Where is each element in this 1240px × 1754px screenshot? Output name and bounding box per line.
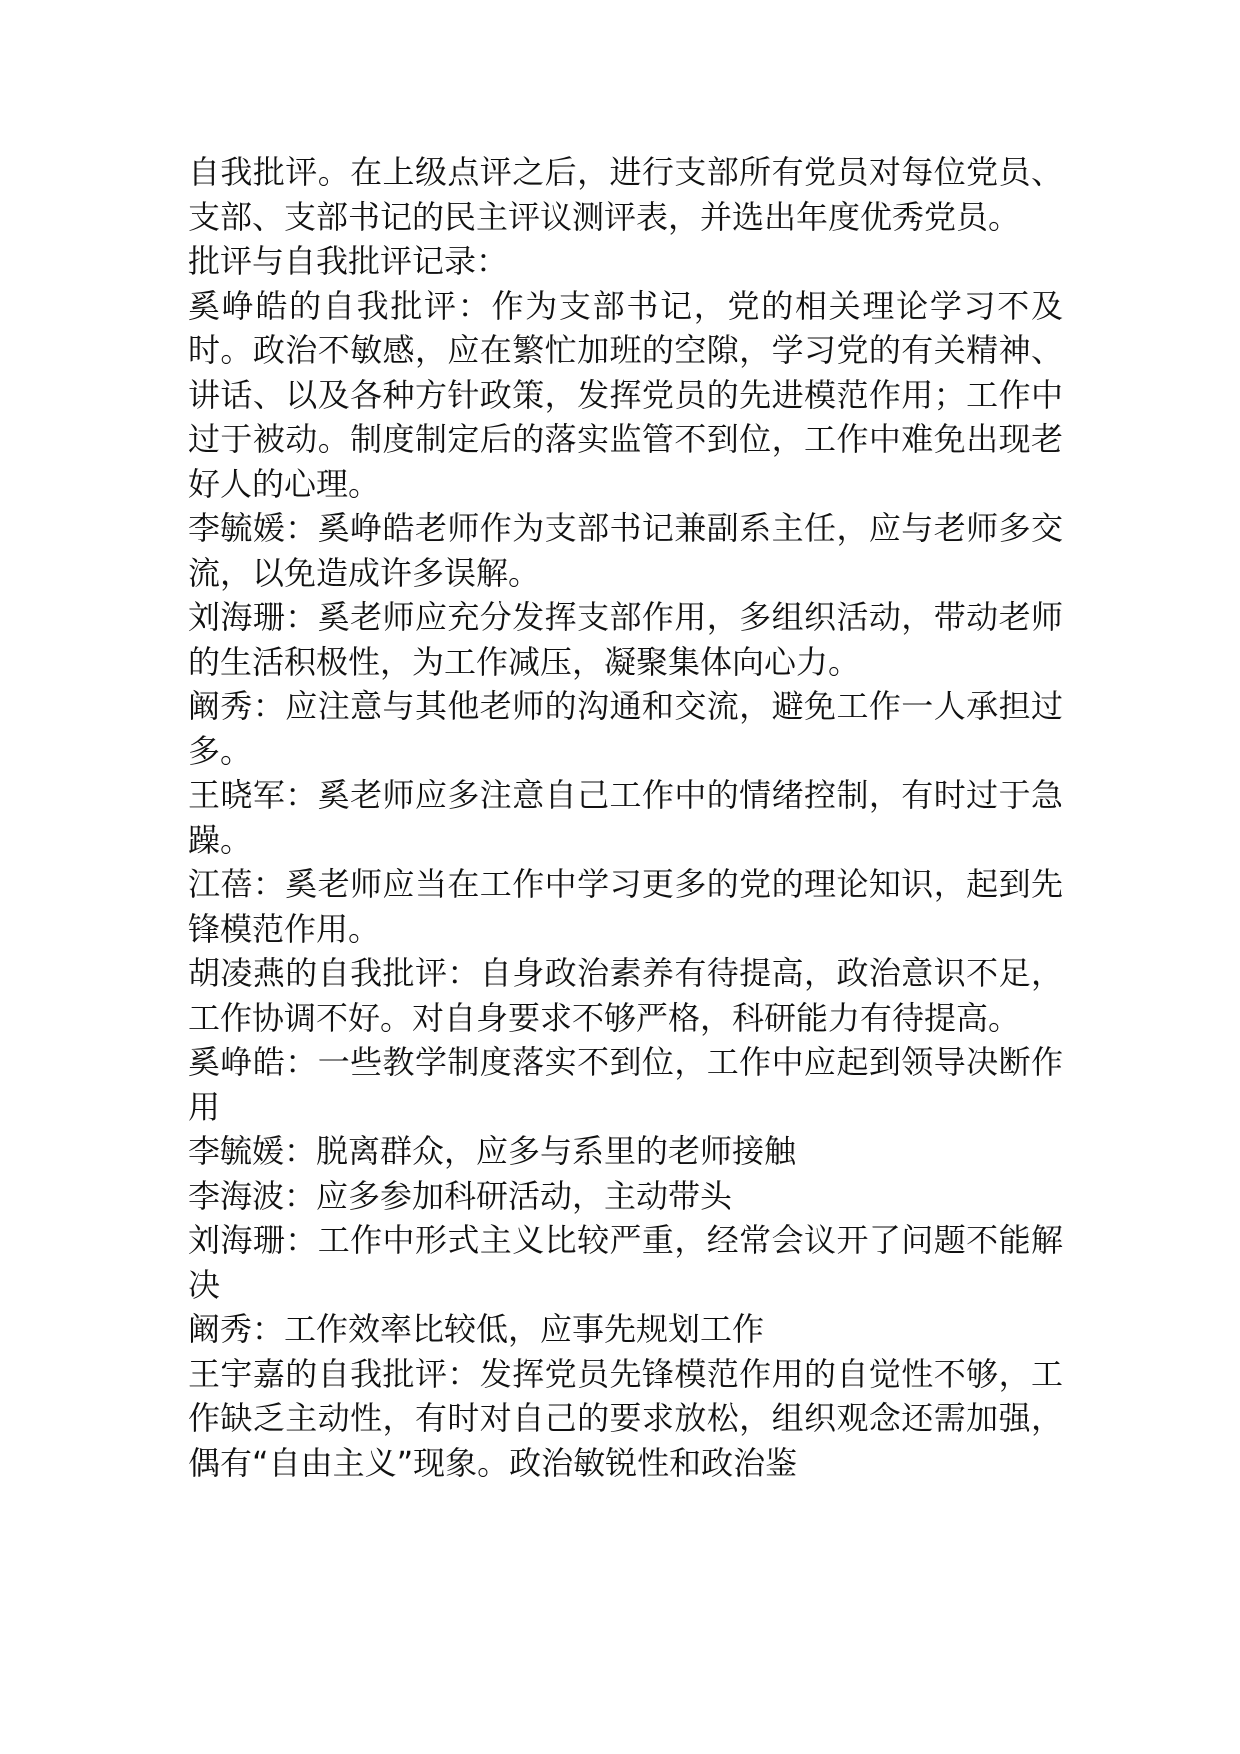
paragraph-li-yuyuan-2: 李毓媛：脱离群众，应多与系里的老师接触 [188,1132,797,1170]
document-body [188,150,1063,1485]
paragraph-li-yuyuan-1: 李毓媛：奚峥皓老师作为支部书记兼副系主任，应与老师多交流，以免造成许多误解。 [188,509,1063,592]
paragraph-li-haibo: 李海波：应多参加科研活动，主动带头 [188,1176,733,1215]
paragraph-wang-yujia-self-criticism: 王宇嘉的自我批评：发挥党员先锋模范作用的自觉性不够，工作缺乏主动性，有时对自己的要求放松，组织观念还需加强，偶有“自由主义”现象。政治敏锐性和政治鉴 [188,1354,1063,1482]
paragraph-jiang-bei: 江蓓：奚老师应当在工作中学习更多的党的理论知识，起到先锋模范作用。 [188,865,1063,948]
paragraph-liu-haishan-1: 刘海珊：奚老师应充分发挥支部作用，多组织活动，带动老师的生活积极性，为工作减压，凝聚集体向心力。 [188,598,1063,681]
paragraph-xi-zhenghao: 奚峥皓：一些教学制度落实不到位，工作中应起到领导决断作用 [188,1043,1063,1126]
paragraph-hu-lingyan-self-criticism: 胡凌燕的自我批评：自身政治素养有待提高，政治意识不足，工作协调不好。对自身要求不够严格，科研能力有待提高。 [188,954,1063,1037]
paragraph-kan-xiu-1: 阚秀：应注意与其他老师的沟通和交流，避免工作一人承担过多。 [188,687,1063,770]
paragraph-wang-xiaojun: 王晓军：奚老师应多注意自己工作中的情绪控制，有时过于急躁。 [188,776,1063,859]
paragraph-record-heading: 批评与自我批评记录： [188,242,509,280]
paragraph-kan-xiu-2: 阚秀：工作效率比较低，应事先规划工作 [188,1310,765,1348]
paragraph-xi-self-criticism: 奚峥皓的自我批评：作为支部书记，党的相关理论学习不及时。政治不敏感，应在繁忙加班的空隙，学习党的有关精神、讲话、以及各种方针政策，发挥党员的先进模范作用；工作中过于被动。制度制定后的落实监管不到位，工作中难免出现老好人的心理。 [188,286,1063,503]
paragraph-self-criticism-intro: 自我批评。在上级点评之后，进行支部所有党员对每位党员、支部、支部书记的民主评议测评表，并选出年度优秀党员。 [188,153,1063,236]
paragraph-liu-haishan-2: 刘海珊：工作中形式主义比较严重，经常会议开了问题不能解决 [188,1221,1063,1304]
